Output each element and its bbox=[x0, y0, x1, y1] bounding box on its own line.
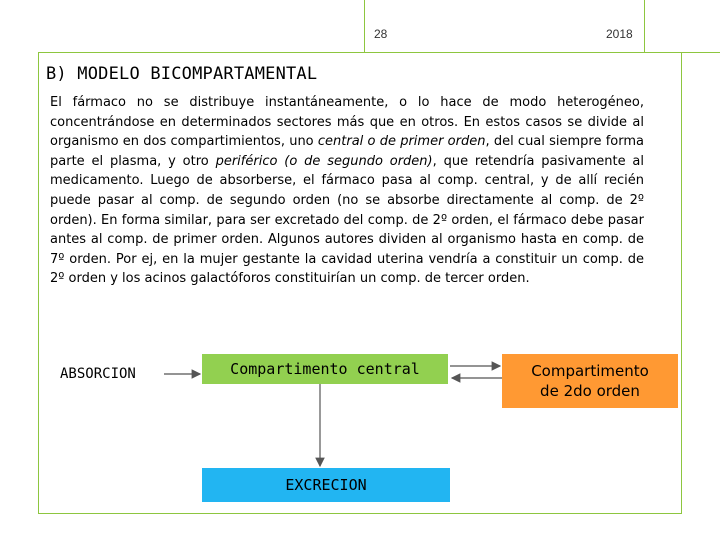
paragraph-italic-segment: central o de primer orden bbox=[317, 134, 486, 150]
page-number: 28 bbox=[374, 27, 388, 41]
second-order-compartment-box bbox=[502, 354, 678, 408]
year-label: 2018 bbox=[606, 27, 633, 41]
section-heading: B) MODELO BICOMPARTAMENTAL bbox=[46, 64, 318, 84]
paragraph-italic-segment: periférico (o de segundo orden) bbox=[215, 153, 433, 169]
excrecion-box bbox=[202, 468, 450, 502]
second-compartment-line1: Compartimento bbox=[531, 362, 649, 380]
excrecion-label: EXCRECION bbox=[285, 476, 367, 494]
second-compartment-line2: de 2do orden bbox=[540, 382, 640, 400]
absorcion-label: ABSORCION bbox=[60, 366, 136, 382]
paragraph-segment: El fármaco no se distribuye instantáneamente, o lo hace de modo heterogéneo, concentrándose en determinados sectores más que en otros. En estos casos se divide al organismo en dos compartimientos, uno bbox=[50, 95, 644, 150]
central-compartment-label: Compartimento central bbox=[230, 360, 420, 378]
central-compartment-box bbox=[202, 354, 448, 384]
paragraph-segment: , del cual siempre forma parte el plasma, y otro bbox=[50, 134, 644, 169]
paragraph-segment: , que retendría pasivamente al medicamento. Luego de absorberse, el fármaco pasa al comp. central, y de allí recién puede pasar al comp. de segundo orden (no se absorbe directamente al comp. de 2º orden). En forma similar, para ser excretado del comp. de 2º orden, el fármaco debe pasar antes al comp. de primer orden. Algunos autores dividen al organismo hasta en comp. de 7º orden. Por ej, en la mujer gestante la cavidad uterina vendría a constituir un comp. de 2º orden y los acinos galactóforos constituirían un comp. de tercer orden. bbox=[50, 153, 644, 287]
